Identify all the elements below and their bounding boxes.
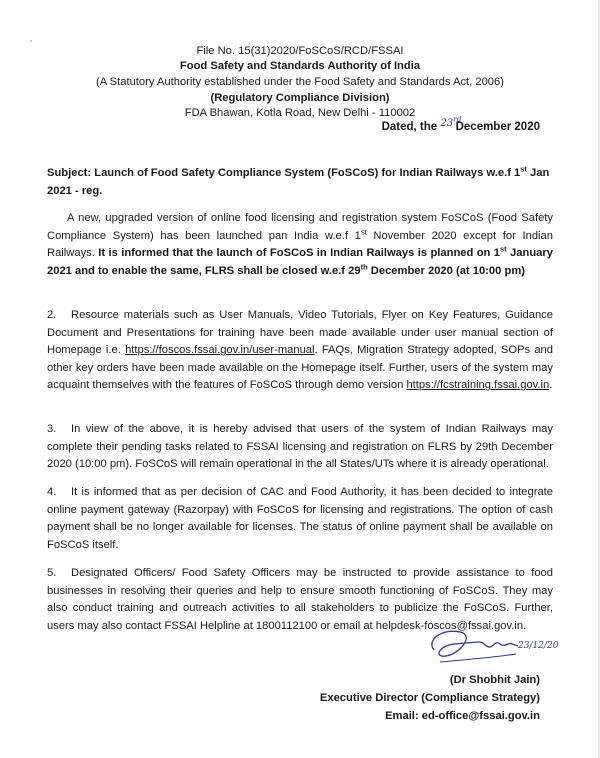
statutory-line: (A Statutory Authority established under the Food Safety and Standards Act, 2006) (96, 76, 504, 88)
scan-speck (30, 40, 32, 42)
railways-launch-notice: It is informed that the launch of FoSCoS in Indian Railways is planned on 1st January 2021 and to enable the same, FLRS shall be closed w.e.f 29th December 2020 (at 10:00 pm) (47, 244, 553, 277)
paragraph-1: A new, upgraded version of online food licensing and registration system FoSCoS (Food Safety Compliance System) has been launched pan India w.e.f 1st November 2020 except for Indian Railways. It is informed that the launch of FoSCoS in Indian Railways is planned on 1st January 2021 and to enable the same, FLRS shall be closed w.e.f 29th December 2020 (at 10:00 pm) (47, 212, 553, 277)
demo-training-link[interactable]: https://fcstraining.fssai.gov.in (406, 379, 550, 392)
paragraph-4: 4. It is informed that as per decision of CAC and Food Authority, it has been decided to integrate online payment gateway (Razorpay) with FoSCoS for licensing and registrations. The option of cash payment shall be no longer available for licenses. The status of online payment shall be available on FoSCoS itself. (47, 486, 553, 551)
paragraph-5: 5. Designated Officers/ Food Safety Officers may be instructed to provide assistance to food businesses in resolving their queries and help to ensure smooth functioning of FoSCoS. They may also conduct training and outreach activities to all stakeholders to publicize the FoSCoS. Further, users may also contact FSSAI Helpline at 1800112100 or email at helpdesk-foscos@fssai.gov.in. (47, 567, 553, 632)
date-line (380, 114, 540, 133)
paragraph-3: 3. In view of the above, it is hereby advised that users of the system of Indian Railways may complete their pending tasks related to FSSAI licensing and registration on FLRS by 29th December 2020 (10:00 pm). FoSCoS will remain operational in the all States/UTs where it is already operational. (47, 423, 553, 471)
signatory-name: (Dr Shobhit Jain) (449, 674, 540, 686)
organization-name: Food Safety and Standards Authority of India (179, 60, 421, 72)
signature-date: 23/12/20 (518, 641, 559, 651)
handwritten-day: 23rd (440, 114, 462, 129)
address-line: FDA Bhawan, Kotla Road, New Delhi - 110002 (184, 107, 416, 119)
signature (420, 620, 560, 670)
division-name: (Regulatory Compliance Division) (210, 92, 390, 104)
signatory-email: Email: ed-office@fssai.gov.in (385, 710, 540, 722)
signatory-designation: Executive Director (Compliance Strategy) (319, 692, 540, 704)
paragraph-2: 2. Resource materials such as User Manuals, Video Tutorials, Flyer on Key Features, Guidance Document and Presentations for training have been made available under user manual section of Homepage i.e. https://foscos.fssai.gov.in/user-manual. FAQs, Migration Strategy adopted, SOPs and other key orders have been made available on the Homepage itself. Further, users of the system may acquaint themselves with the features of FoSCoS through demo version https://fcstraining.fssai.gov.in. (47, 309, 554, 392)
subject-line: Subject: Launch of Food Safety Compliance System (FoSCoS) for Indian Railways w.e.f 1st Jan 2021 - reg. (47, 164, 550, 197)
date-prefix: Dated, the (381, 121, 438, 133)
signature-scribble-icon (420, 620, 560, 670)
file-number: File No. 15(31)2020/FoSCoS/RCD/FSSAI (196, 45, 404, 57)
date-month-year: December 2020 (455, 121, 540, 133)
user-manual-link[interactable]: https://foscos.fssai.gov.in/user-manual (125, 344, 315, 357)
